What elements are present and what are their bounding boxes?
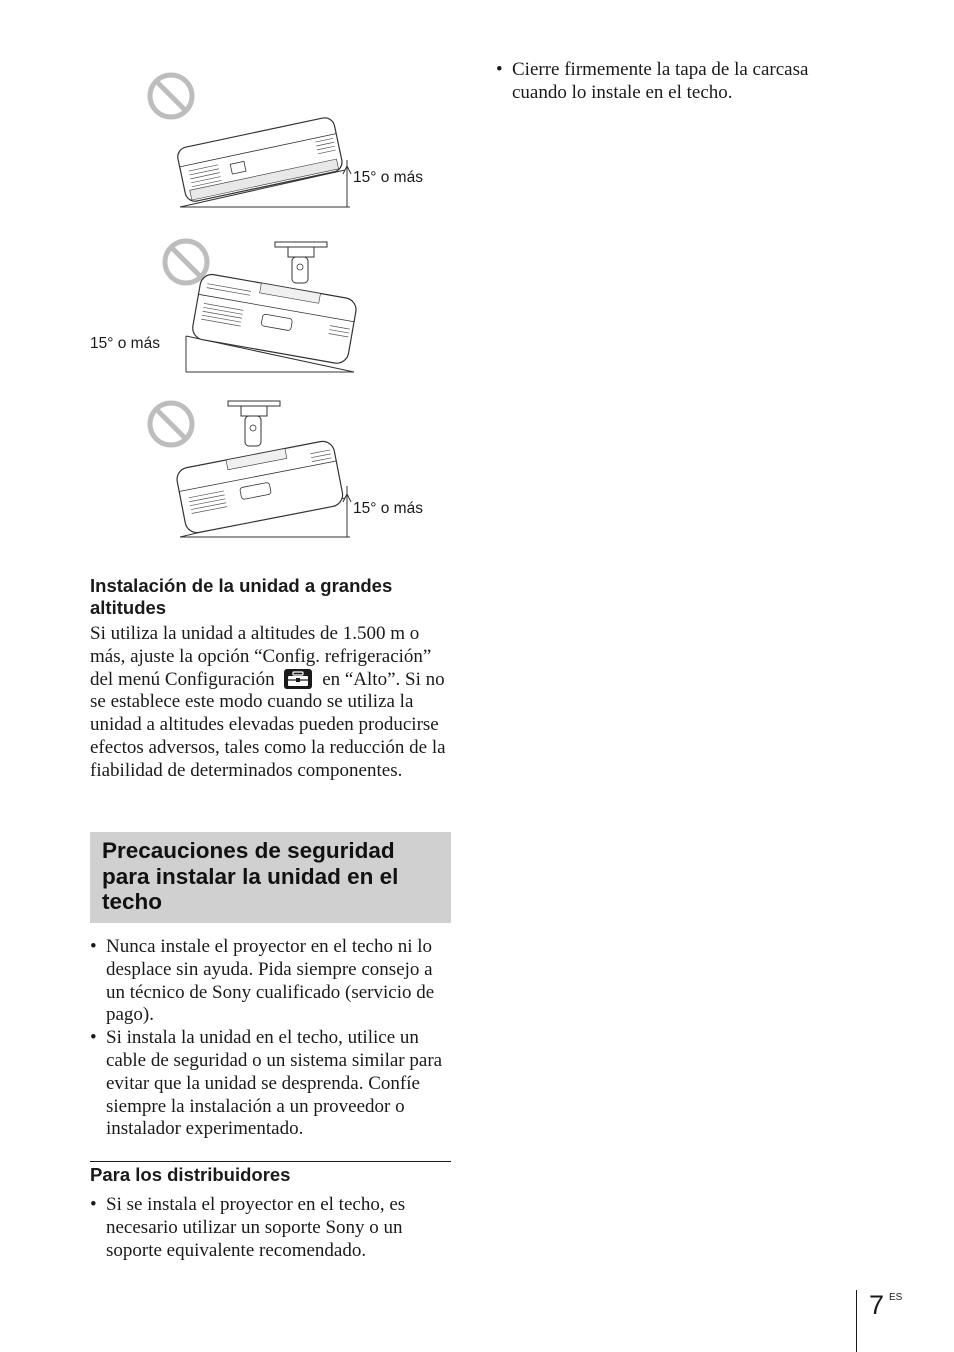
figure-ceiling-tilt-front xyxy=(140,398,360,543)
projector-tilted-illustration xyxy=(140,70,360,215)
toolbox-icon xyxy=(283,669,313,689)
projector-ceiling-side-illustration xyxy=(150,236,370,376)
altitude-heading: Instalación de la unidad a grandes altitudes xyxy=(90,575,393,618)
altitude-paragraph xyxy=(90,623,452,783)
list-item: • Si se instala el proyector en el techo, es necesario utilizar un soporte Sony o un soporte equivalente recomendado. xyxy=(90,1194,452,1262)
page-number-block xyxy=(856,1290,903,1352)
angle-label-3: 15° o más xyxy=(353,500,423,517)
list-item: • Nunca instale el proyector en el techo ni lo desplace sin ayuda. Pida siempre consejo a un técnico de Sony cualificado (servicio de pago). xyxy=(90,936,452,1027)
list-item: • Cierre firmemente la tapa de la carcasa cuando lo instale en el techo. xyxy=(496,59,856,105)
divider-rule xyxy=(90,1161,451,1162)
ceiling-bullet-list xyxy=(90,936,452,1141)
angle-label-1: 15° o más xyxy=(353,169,423,186)
distributors-bullet-list xyxy=(90,1194,452,1262)
projector-ceiling-front-illustration xyxy=(140,398,360,543)
no-symbol-icon xyxy=(150,75,192,117)
figure-ceiling-tilt-side xyxy=(150,236,370,376)
right-bullet-list xyxy=(496,59,856,105)
distributors-heading: Para los distribuidores xyxy=(90,1164,291,1185)
angle-label-2: 15° o más xyxy=(90,335,160,352)
language-code: ES xyxy=(889,1292,903,1303)
no-symbol-icon xyxy=(165,241,207,283)
section-title: Precauciones de seguridad para instalar la unidad en el techo xyxy=(102,838,399,914)
altitude-text-part1: Si utiliza la unidad a altitudes de 1.500 m o más, ajuste la opción “Config. refrigeración” del menú Configuración xyxy=(90,623,432,690)
figure-tilted-floor xyxy=(140,70,360,215)
page-number: 7 xyxy=(869,1290,885,1320)
section-header-box xyxy=(90,832,451,923)
altitude-text-part2: en “Alto”. Si no se establece este modo cuando se utiliza la unidad a altitudes elevadas pueden producirse efectos adversos, tales como la reducción de la fiabilidad de determinados componentes. xyxy=(90,668,446,781)
list-item: • Si instala la unidad en el techo, utilice un cable de seguridad o un sistema similar para evitar que la unidad se desprenda. Confíe siempre la instalación a un proveedor o instalador experimentado. xyxy=(90,1027,452,1141)
no-symbol-icon xyxy=(150,403,192,445)
